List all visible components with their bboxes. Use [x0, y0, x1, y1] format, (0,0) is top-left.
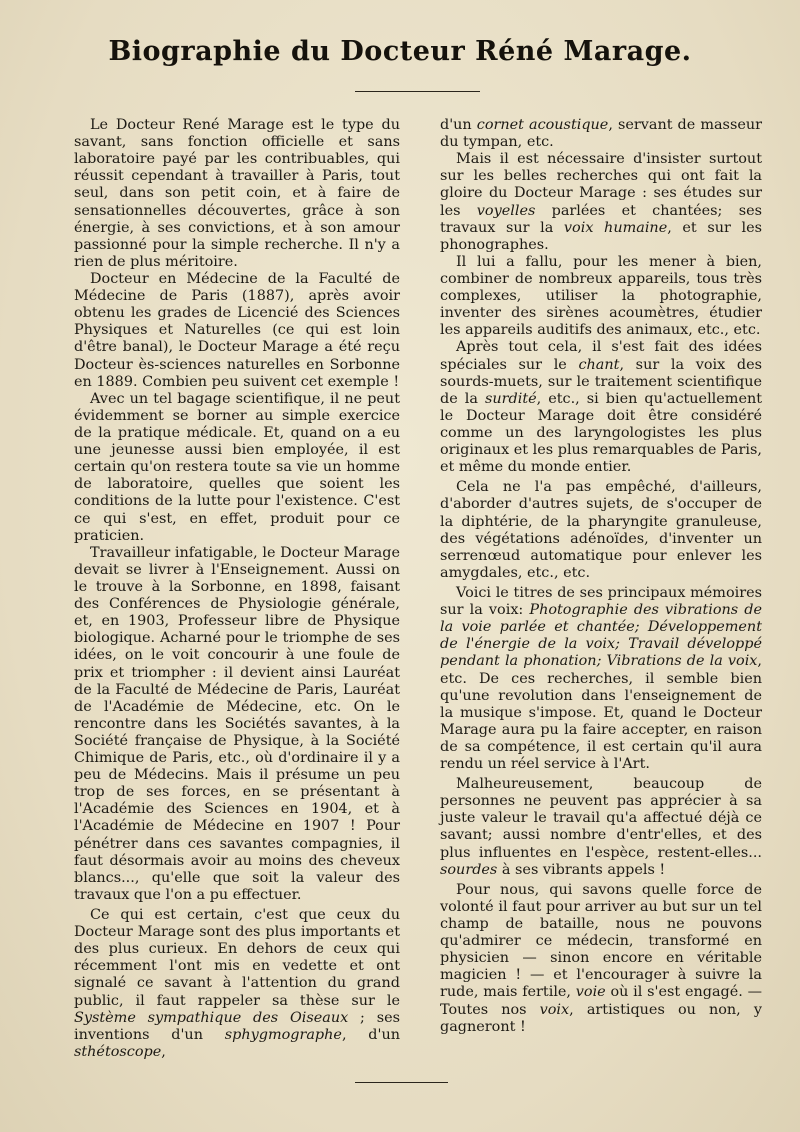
closing-rule [355, 1082, 448, 1083]
left-column [74, 117, 400, 1061]
text-run: , artistiques ou non, y gagneront ! [440, 1001, 762, 1035]
paragraph [440, 117, 762, 151]
text-run: , etc., si bien qu'actuellement le Docteur Marage doit être considéré comme un des laryngologistes les plus originaux et les plus remarquables de Paris, et même du monde entier. [440, 390, 763, 476]
text-run: , servant de masseur du tympan, etc. [440, 117, 762, 151]
paragraph [440, 585, 762, 773]
text-run: , sur la voix des sourds-muets, sur le traitement scientifique de la [440, 356, 762, 407]
paragraph [74, 907, 400, 1061]
text-run: Voici le titres de ses principaux mémoires sur la voix: [440, 584, 762, 619]
text-run: Après tout cela, il s'est fait des idées spéciales sur le [440, 339, 762, 373]
right-column [440, 117, 762, 1036]
text-run: , etc. De ces recherches, il semble bien qu'une revolution dans l'enseignement de la musique s'impose. Et, quand le Docteur Marage aura pu la faire accepter, en raison de sa compétence, il est certain qu'il aura rendu un réel service à l'Art. [440, 653, 762, 773]
italic-run: voix [539, 1001, 570, 1018]
italic-run: sphygmographe [224, 1026, 342, 1043]
text-run: , d'un [341, 1026, 400, 1043]
paragraph [440, 151, 762, 254]
text-run: d'un [440, 117, 477, 133]
italic-run: cornet acoustique [476, 117, 609, 133]
italic-run: voyelles [476, 202, 536, 219]
text-run: Pour nous, qui savons quelle force de volonté il faut pour arriver au but sur un tel champ de bataille, nous ne pouvons qu'admirer ce médecin, transformé en physicien — sinon encore en véritable magicien ! — et l'encourager à suivre la rude, mais fertile, [440, 881, 762, 1001]
paragraph: Travailleur infatigable, le Docteur Marage devait se livrer à l'Enseignement. Aussi on le trouve à la Sorbonne, en 1898, faisant des Conférences de Physiologie générale, et, en 1903, Professeur libre de Physique biologique. Acharné pour le triomphe de ses idées, on le voit concourir à une foule de prix et triompher : il devient ainsi Lauréat de la Faculté de Médecine de Paris, Lauréat de l'Académie de Médecine, etc. On le rencontre dans les Sociétés savantes, à la Société française de Physique, à la Société Chimique de Paris, etc., où d'ordinaire il y a peu de Médecins. Mais il présume un peu trop de ses forces, en se présentant à l'Académie des Sciences en 1904, et à l'Académie de Médecine en 1907 ! Pour pénétrer dans ces savantes compagnies, il faut désormais avoir au moins des cheveux blancs..., qu'elle que soit la valeur des travaux que l'on a pu effectuer. [74, 544, 400, 903]
text-run: à ses vibrants appels ! [497, 861, 666, 878]
paragraph: Cela ne l'a pas empêché, d'ailleurs, d'aborder d'autres sujets, de s'occuper de la diphtérie, de la pharyngite granuleuse, des végétations adénoïdes, d'inventer un serrenœud automatique pour enlever les amygdales, etc., etc. [440, 479, 762, 581]
italic-run: Système sympathique des Oiseaux [74, 1009, 349, 1026]
italic-run: surdité [484, 390, 537, 407]
paragraph [440, 339, 762, 476]
italic-run: sthétoscope [74, 1043, 162, 1060]
paragraph [440, 882, 762, 1036]
text-run: Malheureusement, beaucoup de personnes ne peuvent pas apprécier à sa juste valeur le travail qu'a affectué déjà ce savant; aussi nombre d'entr'elles, et des plus influentes en l'espèce, restent-elles... [440, 776, 762, 861]
paragraph: Avec un tel bagage scientifique, il ne peut évidemment se borner au simple exercice de la pratique médicale. Et, quand on a eu une jeunesse aussi bien employée, il est certain qu'on restera toute sa vie un homme de laboratoire, quelles que soient les conditions de la lutte pour l'existence. C'est ce qui s'est, en effet, produit pour ce praticien. [74, 390, 400, 544]
paragraph [440, 776, 762, 879]
text-run: ; ses inventions d'un [74, 1009, 400, 1043]
text-run: Mais il est nécessaire d'insister surtout sur les belles recherches qui ont fait la gloire du Docteur Marage : ses études sur les [440, 151, 762, 219]
paragraph: Le Docteur René Marage est le type du savant, sans fonction officielle et sans laboratoire payé par les contribuables, qui réussit cependant à travailler à Paris, tout seul, dans son petit coin, et à faire de sensationnelles découvertes, grâce à son énergie, à ses convictions, et à son amour passionné pour la simple recherche. Il n'y a rien de plus méritoire. [74, 117, 400, 270]
italic-run: chant [578, 356, 620, 373]
italic-run: voie [575, 984, 606, 1001]
text-run: parlées et chantées; ses travaux sur la [440, 202, 762, 236]
page-title: Biographie du Docteur Réné Marage. [108, 36, 692, 67]
italic-run: voix humaine [563, 219, 668, 236]
text-run: Ce qui est certain, c'est que ceux du Docteur Marage sont des plus importants et des plus curieux. En dehors de ceux qui récemment l'ont mis en vedette et ont signalé ce savant à l'attention du grand public, il faut rappeler sa thèse sur le [74, 907, 400, 1009]
text-run: , et sur les phonographes. [440, 219, 762, 253]
text-run: , [161, 1043, 166, 1060]
paragraph: Docteur en Médecine de la Faculté de Médecine de Paris (1887), après avoir obtenu les grades de Licencié des Sciences Physiques et Naturelles (ce qui est loin d'être banal), le Docteur Marage a été reçu Docteur ès-sciences naturelles en Sorbonne en 1889. Combien peu suivent cet exemple ! [74, 270, 400, 390]
italic-run: Photographie des vibrations de la voie parlée et chantée; Développement de l'énergie de la voix; Travail développé pendant la phonation; Vibrations de la voix [440, 602, 762, 670]
text-run: où il s'est engagé. — Toutes nos [440, 984, 762, 1018]
paragraph: Il lui a fallu, pour les mener à bien, combiner de nombreux appareils, tous très complexes, utiliser la photographie, inventer des sirènes acoumètres, étudier les appareils auditifs des animaux, etc., etc. [440, 253, 762, 339]
italic-run: sourdes [440, 861, 498, 878]
title-rule [355, 91, 480, 92]
